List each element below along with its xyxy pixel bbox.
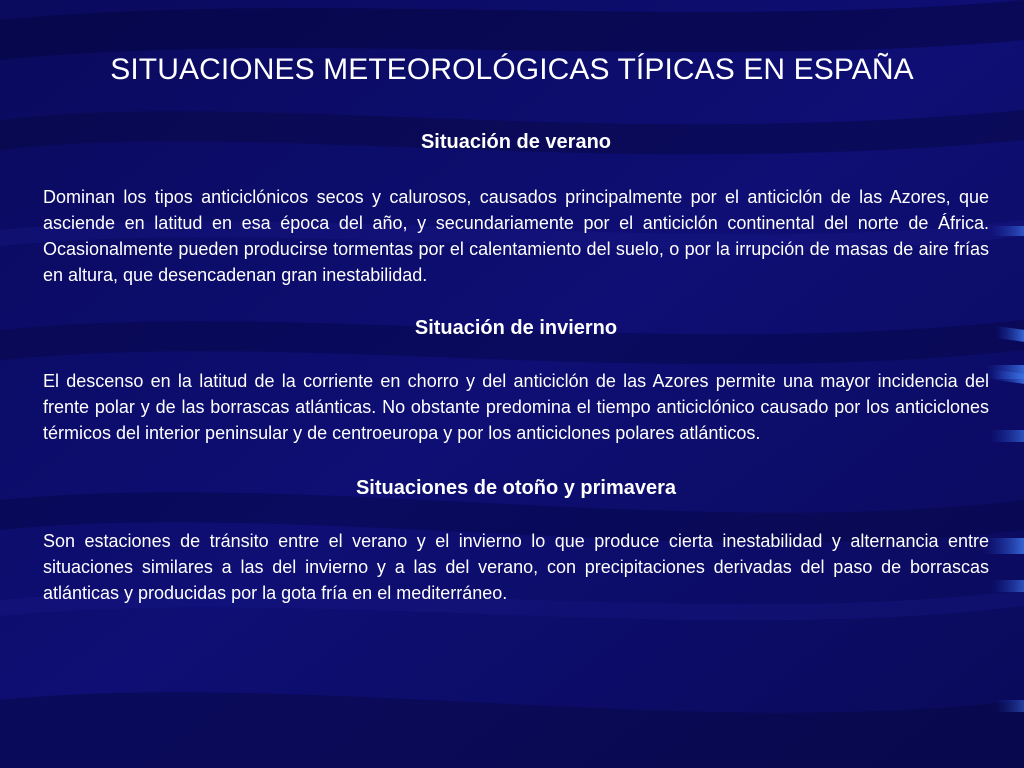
heading-summer: Situación de verano (420, 131, 612, 153)
heading-winter: Situación de invierno (414, 317, 618, 339)
paragraph-winter: El descenso en la latitud de la corriente en chorro y del anticiclón de las Azores permite una mayor incidencia del frente polar y de las borrascas atlánticas. No obstante predomina el tiempo anticiclónico causado por los anticiclones térmicos del interior peninsular y de centroeuropa y por los anticiclones polares atlánticos. (43, 371, 989, 443)
paragraph-summer: Dominan los tipos anticiclónicos secos y calurosos, causados principalmente por el anticiclón de las Azores, que asciende en latitud en esa época del año, y secundariamente por el anticiclón continental del norte de África. Ocasionalmente pueden producirse tormentas por el calentamiento del suelo, o por la irrupción de masas de aire frías en altura, que desencadenan gran inestabilidad. (43, 187, 989, 285)
heading-autumn-spring: Situaciones de otoño y primavera (355, 477, 677, 499)
slide-content (43, 128, 989, 606)
slide-title: SITUACIONES METEOROLÓGICAS TÍPICAS EN ESPAÑA (110, 53, 914, 86)
paragraph-autumn-spring: Son estaciones de tránsito entre el verano y el invierno lo que produce cierta inestabilidad y alternancia entre situaciones similares a las del invierno y a las del verano, con precipitaciones derivadas del paso de borrascas atlánticas y producidas por la gota fría en el mediterráneo. (43, 531, 989, 603)
